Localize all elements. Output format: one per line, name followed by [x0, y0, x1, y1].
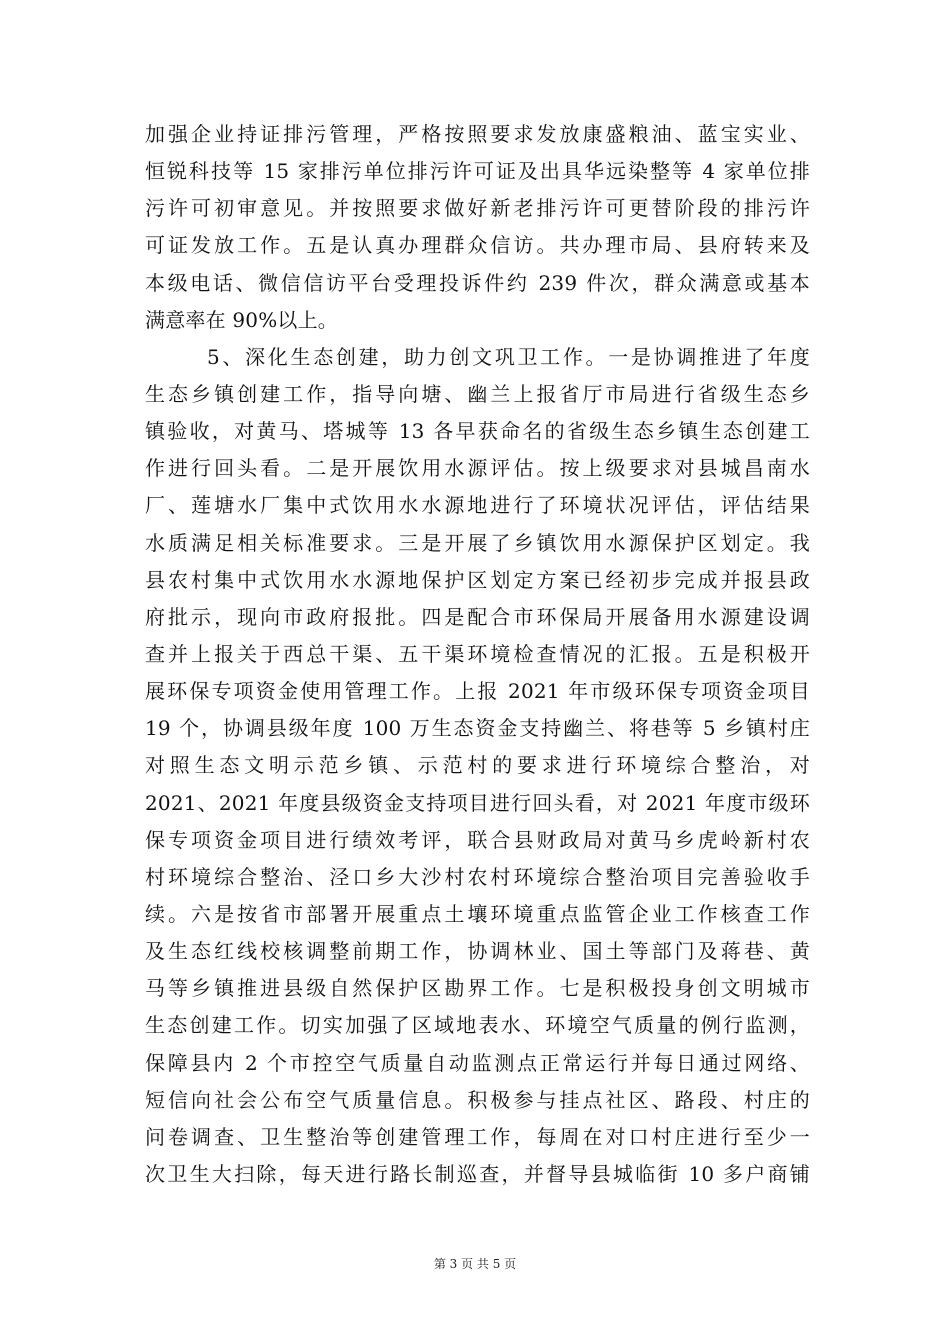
text-line: 镇验收，对黄马、塔城等 13 各早获命名的省级生态乡镇生态创建工 — [145, 419, 810, 444]
page-number-footer: 第 3 页 共 5 页 — [433, 1257, 517, 1271]
section-heading-line: 5、深化生态创建，助力创文巩卫工作。一是协调推进了年度 — [207, 344, 810, 369]
text-line: 本级电话、微信信访平台受理投诉件约 239 件次，群众满意或基本 — [145, 270, 810, 295]
text-line: 水质满足相关标准要求。三是开展了乡镇饮用水源保护区划定。我 — [145, 530, 810, 555]
text-line: 保专项资金项目进行绩效考评，联合县财政局对黄马乡虎岭新村农 — [145, 827, 810, 852]
text-line: 19 个，协调县级年度 100 万生态资金支持幽兰、将巷等 5 乡镇村庄 — [145, 716, 810, 741]
text-line: 作进行回头看。二是开展饮用水源评估。按上级要求对县城昌南水 — [145, 456, 810, 481]
text-line: 续。六是按省市部署开展重点土壤环境重点监管企业工作核查工作 — [145, 901, 810, 926]
text-line: 县农村集中式饮用水水源地保护区划定方案已经初步完成并报县政 — [145, 567, 810, 592]
text-line: 加强企业持证排污管理，严格按照要求发放康盛粮油、蓝宝实业、 — [145, 122, 810, 146]
text-line: 短信向社会公布空气质量信息。积极参与挂点社区、路段、村庄的 — [145, 1087, 810, 1112]
text-line: 保障县内 2 个市控空气质量自动监测点正常运行并每日通过网络、 — [145, 1050, 810, 1075]
text-line: 次卫生大扫除，每天进行路长制巡查，并督导县城临街 10 多户商铺 — [145, 1161, 810, 1186]
text-line: 及生态红线校核调整前期工作，协调林业、国土等部门及蒋巷、黄 — [145, 939, 810, 964]
text-line: 厂、莲塘水厂集中式饮用水水源地进行了环境状况评估，评估结果 — [145, 493, 810, 518]
text-line: 满意率在 90%以上。 — [145, 307, 339, 332]
text-line: 恒锐科技等 15 家排污单位排污许可证及出具华远染整等 4 家单位排 — [145, 159, 810, 184]
text-line: 查并上报关于西总干渠、五干渠环境检查情况的汇报。五是积极开 — [145, 641, 810, 666]
text-line: 生态乡镇创建工作，指导向塘、幽兰上报省厅市局进行省级生态乡 — [145, 381, 810, 406]
text-line: 对照生态文明示范乡镇、示范村的要求进行环境综合整治，对 — [145, 753, 810, 778]
text-line: 府批示，现向市政府报批。四是配合市环保局开展备用水源建设调 — [145, 604, 810, 629]
text-line: 问卷调查、卫生整治等创建管理工作，每周在对口村庄进行至少一 — [145, 1124, 810, 1149]
text-line: 污许可初审意见。并按照要求做好新老排污许可更替阶段的排污许 — [145, 196, 810, 221]
text-line: 村环境综合整治、泾口乡大沙村农村环境综合整治项目完善验收手 — [145, 864, 810, 889]
text-line: 可证发放工作。五是认真办理群众信访。共办理市局、县府转来及 — [145, 233, 810, 258]
document-body — [145, 116, 810, 1193]
text-line: 2021、2021 年度县级资金支持项目进行回头看，对 2021 年度市级环 — [145, 790, 810, 815]
text-line: 生态创建工作。切实加强了区域地表水、环境空气质量的例行监测， — [145, 1013, 810, 1038]
text-line: 马等乡镇推进县级自然保护区勘界工作。七是积极投身创文明城市 — [145, 976, 810, 1001]
text-line: 展环保专项资金使用管理工作。上报 2021 年市级环保专项资金项目 — [145, 679, 810, 704]
